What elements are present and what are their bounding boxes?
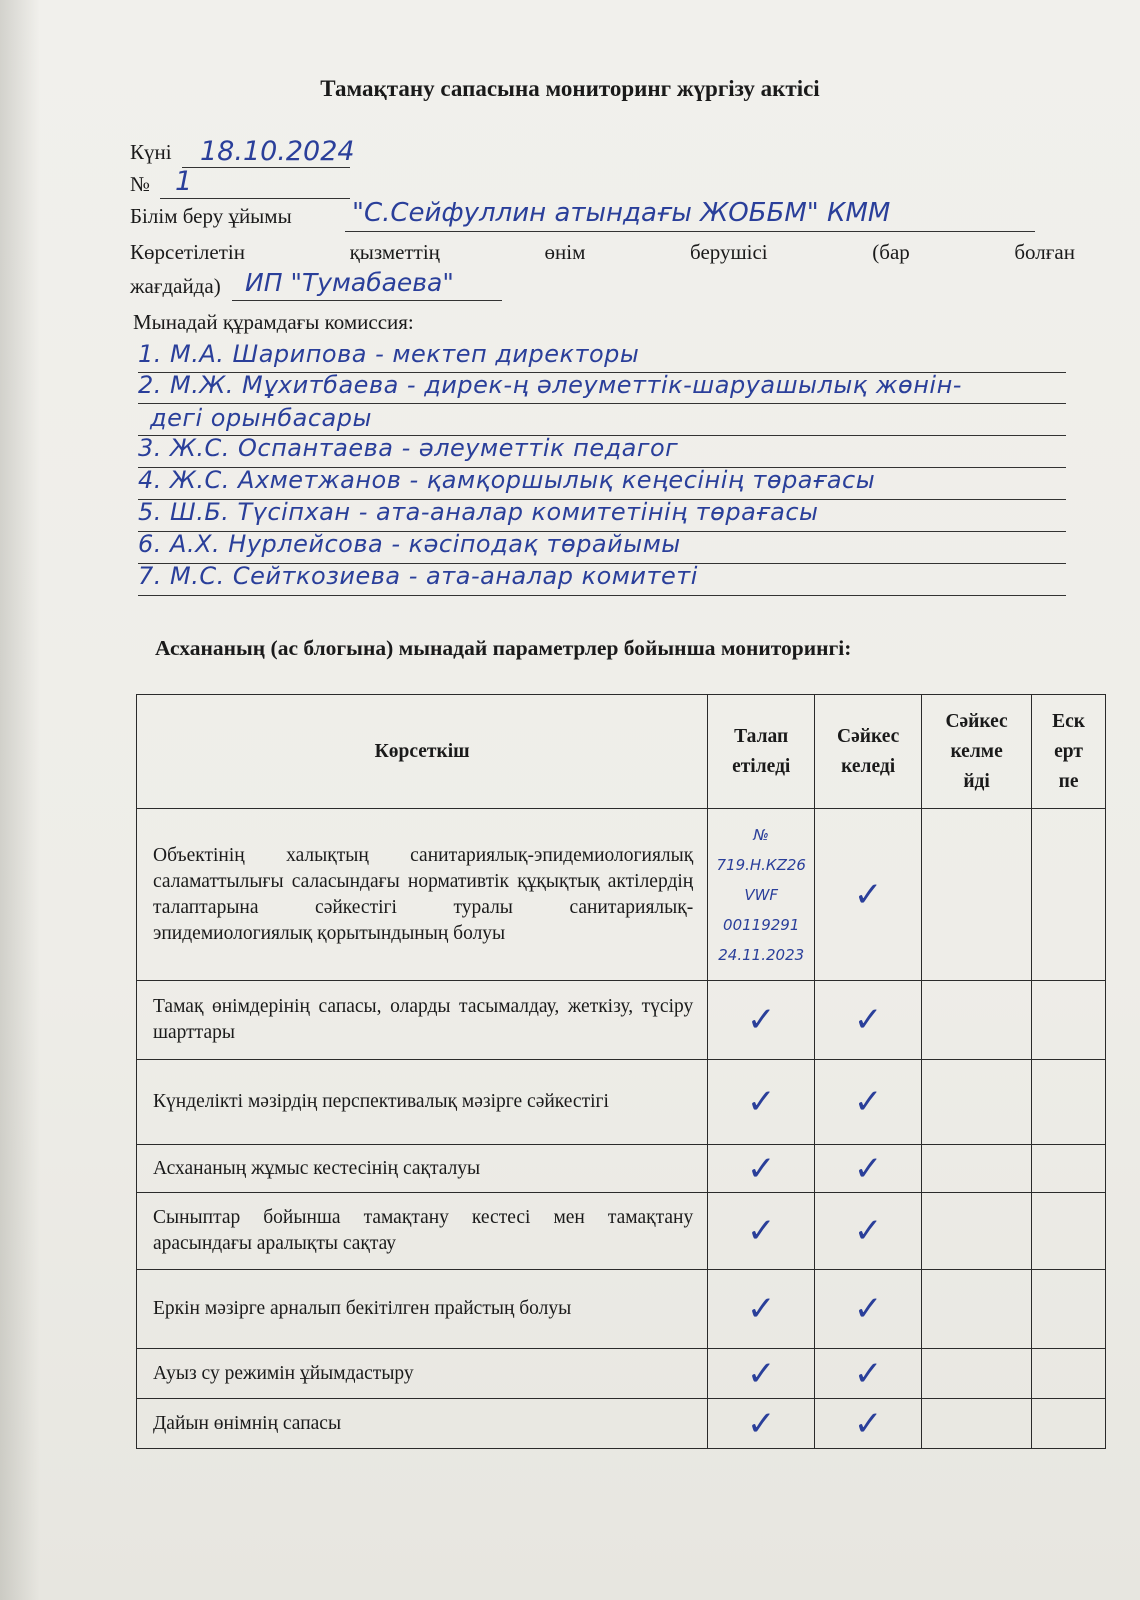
date-underline (182, 167, 350, 168)
not-complies-cell (922, 1349, 1032, 1399)
complies-cell: ✓ (815, 981, 922, 1060)
note-cell (1032, 809, 1106, 981)
organization-value: "С.Сейфуллин атындағы ЖОББМ" КММ (352, 198, 891, 228)
complies-cell: ✓ (815, 1349, 922, 1399)
header-complies (815, 695, 922, 809)
complies-cell: ✓ (815, 1145, 922, 1193)
commission-member: 7. М.С. Сейткозиева - ата-аналар комитеті (138, 562, 698, 590)
commission-member: 2. М.Ж. Мұхитбаева - дирек-ң әлеуметтік-шаруашылық жөнін- (138, 371, 962, 399)
header-not-complies (922, 695, 1032, 809)
header-note-line: пе (1058, 770, 1079, 792)
required-cell: ✓ (708, 1399, 815, 1449)
header-required-line: етіледі (732, 755, 791, 777)
section-title: Асхананың (ас блогына) мынадай параметрлер бойынша мониторингі: (155, 636, 852, 660)
header-complies-line: Сәйкес (837, 725, 900, 747)
required-handwritten-note (709, 820, 813, 970)
header-not-complies-line: Сәйкес (945, 710, 1008, 732)
complies-cell: ✓ (815, 1060, 922, 1145)
note-cell (1032, 1145, 1106, 1193)
provider-word: болған (1014, 240, 1075, 264)
provider-underline (232, 300, 502, 301)
required-cell: ✓ (708, 1270, 815, 1349)
provider-label: жағдайда) (130, 274, 221, 298)
header-indicator: Көрсеткіш (137, 695, 708, 809)
note-cell (1032, 1349, 1106, 1399)
note-line: 719.Н.КZ26 (716, 855, 806, 874)
date-label: Күні (130, 140, 172, 164)
not-complies-cell (922, 1145, 1032, 1193)
table-row (137, 1145, 1106, 1193)
header-complies-line: келеді (841, 755, 896, 777)
number-label: № (130, 172, 151, 196)
note-cell (1032, 1399, 1106, 1449)
organization-label: Білім беру ұйымы (130, 204, 292, 228)
not-complies-cell (922, 1270, 1032, 1349)
number-value: 1 (175, 166, 193, 197)
header-required (708, 695, 815, 809)
provider-word: берушісі (690, 240, 768, 264)
note-cell (1032, 1060, 1106, 1145)
required-cell (708, 809, 815, 981)
monitoring-table (136, 694, 1106, 1449)
table-row (137, 1060, 1106, 1145)
table-row (137, 809, 1106, 981)
required-cell: ✓ (708, 981, 815, 1060)
organization-row (130, 204, 292, 229)
required-cell: ✓ (708, 1349, 815, 1399)
commission-member: 4. Ж.С. Ахметжанов - қамқоршылық кеңесінің төрағасы (138, 466, 876, 494)
indicator-cell: Еркін мәзірге арналып бекітілген прайстың болуы (137, 1270, 708, 1349)
indicator-cell: Объектінің халықтың санитариялық-эпидемиологиялық саламаттылығы саласындағы нормативтік құқықтық актілердің талаптарына сәйкестігі туралы санитариялық-эпидемиологиялық қорытындының болуы (137, 809, 708, 981)
provider-word: өнім (544, 240, 586, 264)
not-complies-cell (922, 1060, 1032, 1145)
note-cell (1032, 1193, 1106, 1270)
commission-label: Мынадай құрамдағы комиссия: (133, 310, 414, 334)
note-cell (1032, 1270, 1106, 1349)
commission-member: дегі орынбасары (150, 404, 372, 432)
table-row (137, 1399, 1106, 1449)
note-line: № (753, 825, 770, 844)
indicator-cell: Асхананың жұмыс кестесінің сақталуы (137, 1145, 708, 1193)
provider-word: қызметтің (349, 240, 440, 264)
commission-member: 3. Ж.С. Оспантаева - әлеуметтік педагог (138, 434, 679, 462)
document-title: Тамақтану сапасына мониторинг жүргізу актісі (320, 76, 820, 101)
table-row (137, 1349, 1106, 1399)
complies-cell: ✓ (815, 1270, 922, 1349)
table-row (137, 1270, 1106, 1349)
indicator-cell: Дайын өнімнің сапасы (137, 1399, 708, 1449)
not-complies-cell (922, 1193, 1032, 1270)
required-cell: ✓ (708, 1145, 815, 1193)
note-cell (1032, 981, 1106, 1060)
date-row (130, 140, 172, 165)
not-complies-cell (922, 981, 1032, 1060)
provider-word: Көрсетілетін (130, 240, 245, 264)
provider-label-line1 (130, 240, 1075, 265)
table-row (137, 1193, 1106, 1270)
number-row (130, 172, 150, 197)
member-rule (138, 595, 1066, 596)
date-value: 18.10.2024 (200, 136, 355, 167)
header-not-complies-line: келме (950, 740, 1003, 762)
note-line: 24.11.2023 (718, 945, 805, 964)
provider-word: (бар (872, 240, 910, 264)
header-note (1032, 695, 1106, 809)
commission-member: 1. М.А. Шарипова - мектеп директоры (138, 340, 640, 368)
provider-value: ИП "Тумабаева" (245, 268, 454, 297)
organization-underline (345, 231, 1035, 232)
commission-member: 5. Ш.Б. Түсіпхан - ата-аналар комитетінің төрағасы (138, 498, 819, 526)
indicator-cell: Күнделікті мәзірдің перспективалық мәзірге сәйкестігі (137, 1060, 708, 1145)
note-line: VWF (744, 885, 779, 904)
required-cell: ✓ (708, 1193, 815, 1270)
table-header-row (137, 695, 1106, 809)
complies-cell: ✓ (815, 809, 922, 981)
indicator-cell: Ауыз су режимін ұйымдастыру (137, 1349, 708, 1399)
indicator-cell: Тамақ өнімдерінің сапасы, оларды тасымалдау, жеткізу, түсіру шарттары (137, 981, 708, 1060)
not-complies-cell (922, 809, 1032, 981)
header-note-line: Еск (1052, 710, 1085, 732)
page-shadow (0, 0, 40, 1600)
table-row (137, 981, 1106, 1060)
required-cell: ✓ (708, 1060, 815, 1145)
number-underline (160, 198, 350, 199)
header-note-line: ерт (1054, 740, 1083, 762)
complies-cell: ✓ (815, 1193, 922, 1270)
note-line: 00119291 (723, 915, 800, 934)
header-required-line: Талап (734, 725, 789, 747)
provider-label-line2 (130, 274, 221, 299)
not-complies-cell (922, 1399, 1032, 1449)
complies-cell: ✓ (815, 1399, 922, 1449)
indicator-cell: Сыныптар бойынша тамақтану кестесі мен тамақтану арасындағы аралықты сақтау (137, 1193, 708, 1270)
commission-member: 6. А.Х. Нурлейсова - кәсіподақ төрайымы (138, 530, 681, 558)
header-not-complies-line: йді (963, 770, 990, 792)
